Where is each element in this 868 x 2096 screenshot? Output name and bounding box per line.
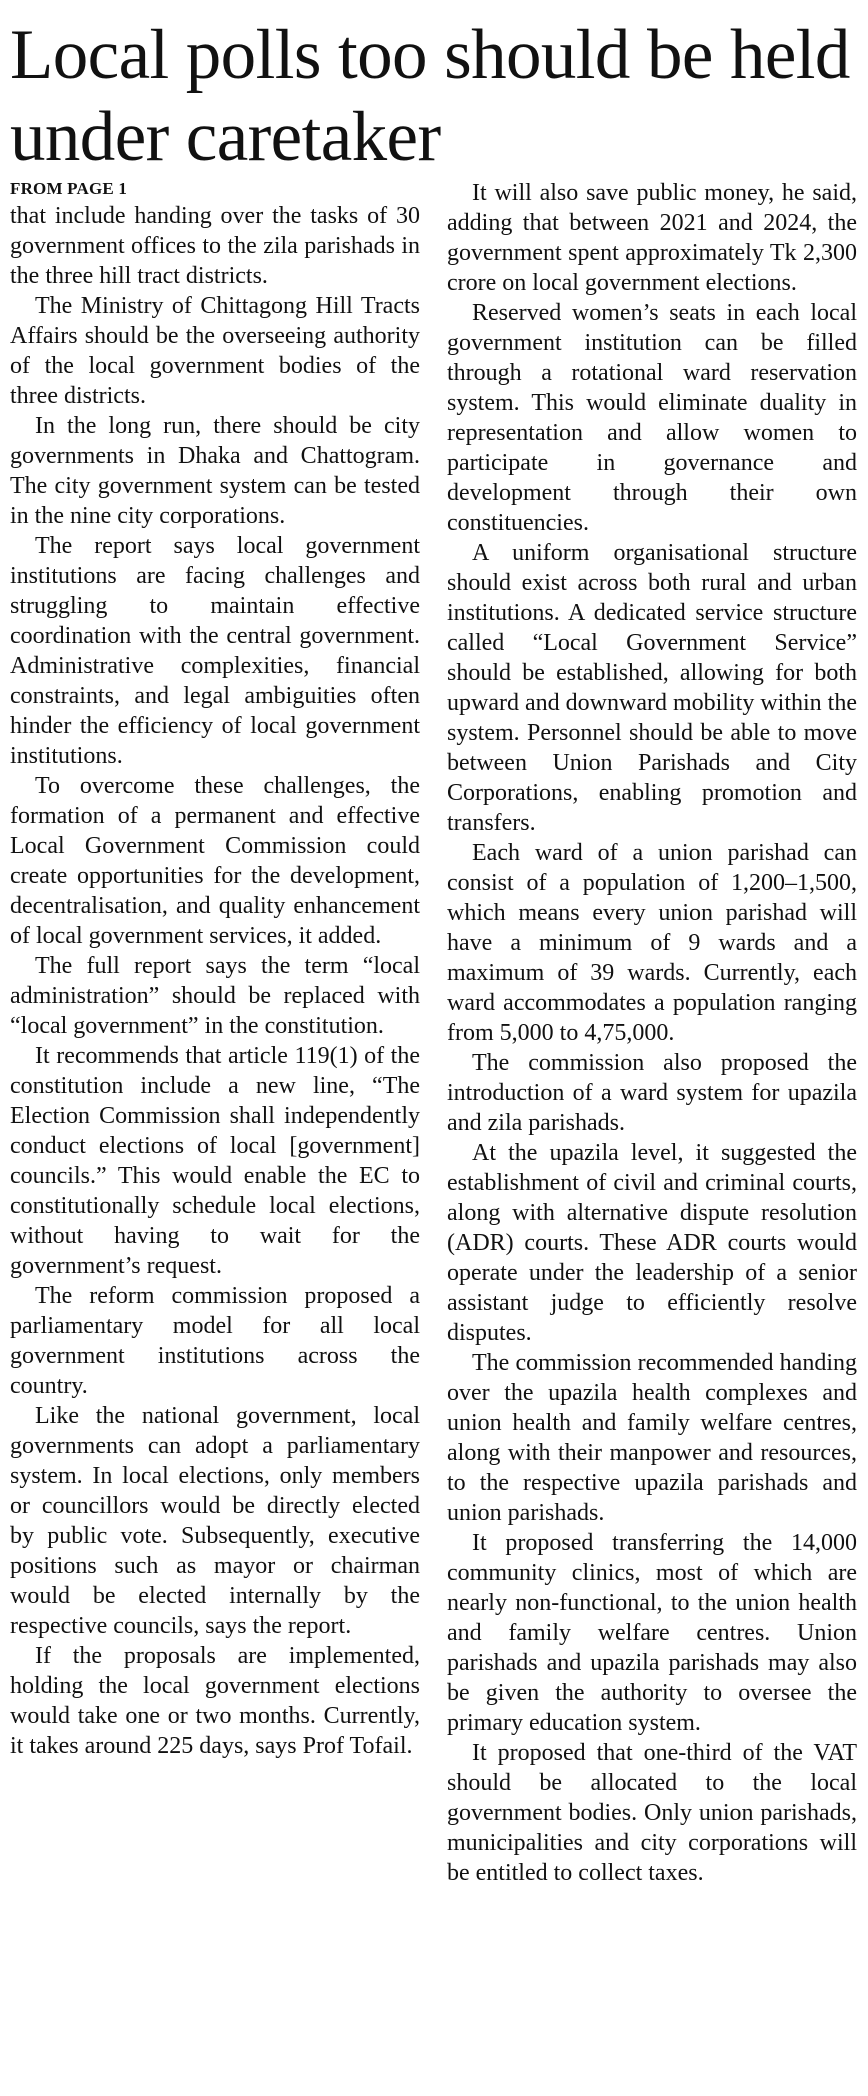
continued-from-label: FROM PAGE 1 xyxy=(10,179,128,198)
right-column xyxy=(447,178,857,1888)
body-paragraph: In the long run, there should be city governments in Dhaka and Chattogram. The city government system can be tested in the nine city corporations. xyxy=(10,413,420,529)
body-paragraph: The commission recommended handing over the upazila health complexes and union health and family welfare centres, along with their manpower and resources, to the respective upazila parishads and union parishads. xyxy=(447,1350,857,1526)
body-paragraph: It proposed that one-third of the VAT should be allocated to the local government bodies. Only union parishads, municipalities and city corporations will be entitled to collect taxes. xyxy=(447,1740,857,1886)
body-paragraph: It recommends that article 119(1) of the constitution include a new line, “The Election Commission shall independently conduct elections of local [government] councils.” This would enable the EC to constitutionally schedule local elections, without having to wait for the government’s request. xyxy=(10,1043,420,1279)
body-paragraph: If the proposals are implemented, holding the local government elections would take one or two months. Currently, it takes around 225 days, says Prof Tofail. xyxy=(10,1643,420,1759)
body-paragraph: It will also save public money, he said, adding that between 2021 and 2024, the government spent approximately Tk 2,300 crore on local government elections. xyxy=(447,180,857,296)
body-paragraph: Each ward of a union parishad can consist of a population of 1,200–1,500, which means every union parishad will have a minimum of 9 wards and a maximum of 39 wards. Currently, each ward accommodates a population ranging from 5,000 to 4,75,000. xyxy=(447,840,857,1046)
headline: Local polls too should be held under caretaker xyxy=(10,16,850,176)
body-paragraph: It proposed transferring the 14,000 community clinics, most of which are nearly non-functional, to the union health and family welfare centres. Union parishads and upazila parishads may also be given the authority to oversee the primary education system. xyxy=(447,1530,857,1736)
left-column xyxy=(10,178,420,1761)
body-paragraph: The reform commission proposed a parliamentary model for all local government institutions across the country. xyxy=(10,1283,420,1399)
body-paragraph: The commission also proposed the introduction of a ward system for upazila and zila parishads. xyxy=(447,1050,857,1136)
body-paragraph: A uniform organisational structure should exist across both rural and urban institutions. A dedicated service structure called “Local Government Service” should be established, allowing for both upward and downward mobility within the system. Personnel should be able to move between Union Parishads and City Corporations, enabling promotion and transfers. xyxy=(447,540,857,836)
body-paragraph: At the upazila level, it suggested the establishment of civil and criminal courts, along with alternative dispute resolution (ADR) courts. These ADR courts would operate under the leadership of a senior assistant judge to efficiently resolve disputes. xyxy=(447,1140,857,1346)
body-paragraph: The full report says the term “local administration” should be replaced with “local government” in the constitution. xyxy=(10,953,420,1039)
body-paragraph: that include handing over the tasks of 30 government offices to the zila parishads in the three hill tract districts. xyxy=(10,203,420,289)
body-paragraph: Like the national government, local governments can adopt a parliamentary system. In local elections, only members or councillors would be directly elected by public vote. Subsequently, executive positions such as mayor or chairman would be elected internally by the respective councils, says the report. xyxy=(10,1403,420,1639)
body-paragraph: Reserved women’s seats in each local government institution can be filled through a rotational ward reservation system. This would eliminate duality in representation and allow women to participate in governance and development through their own constituencies. xyxy=(447,300,857,536)
body-paragraph: The report says local government institutions are facing challenges and struggling to maintain effective coordination with the central government. Administrative complexities, financial constraints, and legal ambiguities often hinder the efficiency of local government institutions. xyxy=(10,533,420,769)
body-paragraph: The Ministry of Chittagong Hill Tracts Affairs should be the overseeing authority of the local government bodies of the three districts. xyxy=(10,293,420,409)
body-paragraph: To overcome these challenges, the formation of a permanent and effective Local Government Commission could create opportunities for the development, decentralisation, and quality enhancement of local government services, it added. xyxy=(10,773,420,949)
